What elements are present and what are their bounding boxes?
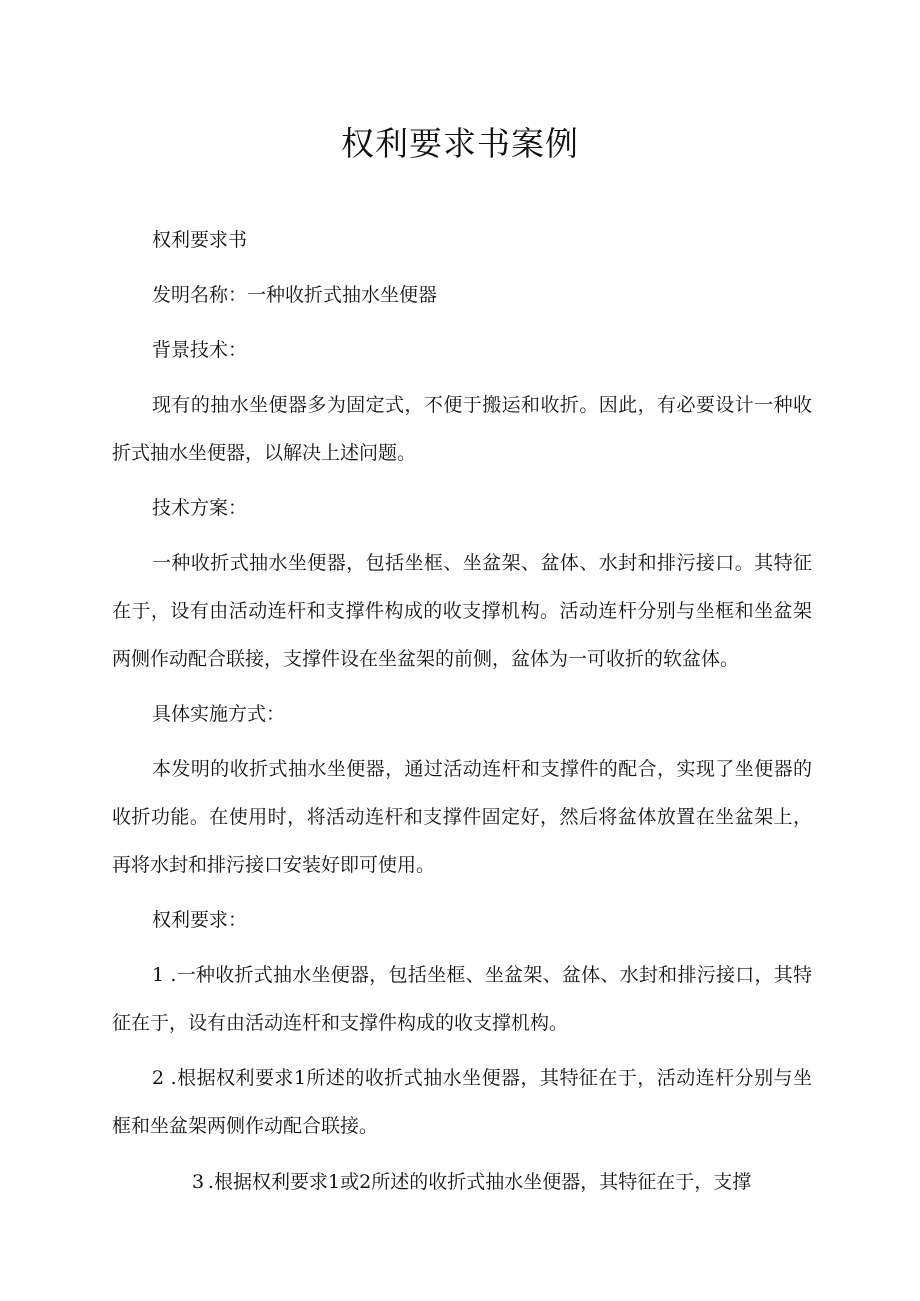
background-label: 背景技术： — [152, 339, 248, 361]
solution-text: 一种收折式抽水坐便器，包括坐框、坐盆架、盆体、水封和排污接口。其特征在于，设有由活动连杆和支撑件构成的收支撑机构。活动连杆分别与坐框和坐盆架两侧作动配合联接，支撑件设在坐盆架的前侧，盆体为一可收折的软盆体。 — [112, 552, 812, 670]
invention-name-line — [112, 271, 812, 319]
claim-number: 1 — [152, 964, 165, 986]
embodiment-text: 本发明的收折式抽水坐便器，通过活动连杆和支撑件的配合，实现了坐便器的收折功能。在使用时，将活动连杆和支撑件固定好，然后将盆体放置在坐盆架上，再将水封和排污接口安装好即可使用。 — [112, 758, 812, 876]
background-text: 现有的抽水坐便器多为固定式，不便于搬运和收折。因此，有必要设计一种收折式抽水坐便器，以解决上述问题。 — [112, 394, 812, 464]
claim-3 — [112, 1158, 812, 1206]
page-title: 权利要求书案例 — [341, 124, 579, 163]
invention-name-label: 发明名称： — [152, 284, 248, 306]
claim-number: 2 — [152, 1067, 165, 1089]
claim-text: .根据权利要求1所述的收折式抽水坐便器，其特征在于，活动连杆分别与坐框和坐盆架两侧作动配合联接。 — [112, 1067, 812, 1137]
claim-text: .根据权利要求1或2所述的收折式抽水坐便器，其特征在于，支撑 — [208, 1171, 752, 1193]
document-heading: 权利要求书 — [152, 229, 248, 251]
claim-2 — [112, 1054, 812, 1150]
document-body — [112, 216, 812, 1213]
claim-text: .一种收折式抽水坐便器，包括坐框、坐盆架、盆体、水封和排污接口，其特征在于，设有由活动连杆和支撑件构成的收支撑机构。 — [112, 964, 813, 1034]
claims-label: 权利要求： — [152, 909, 248, 931]
embodiment-label: 具体实施方式： — [152, 703, 286, 725]
claim-number: 3 — [192, 1171, 205, 1193]
solution-label: 技术方案： — [152, 497, 248, 519]
claim-1 — [112, 951, 812, 1047]
invention-name: 一种收折式抽水坐便器 — [247, 284, 438, 306]
